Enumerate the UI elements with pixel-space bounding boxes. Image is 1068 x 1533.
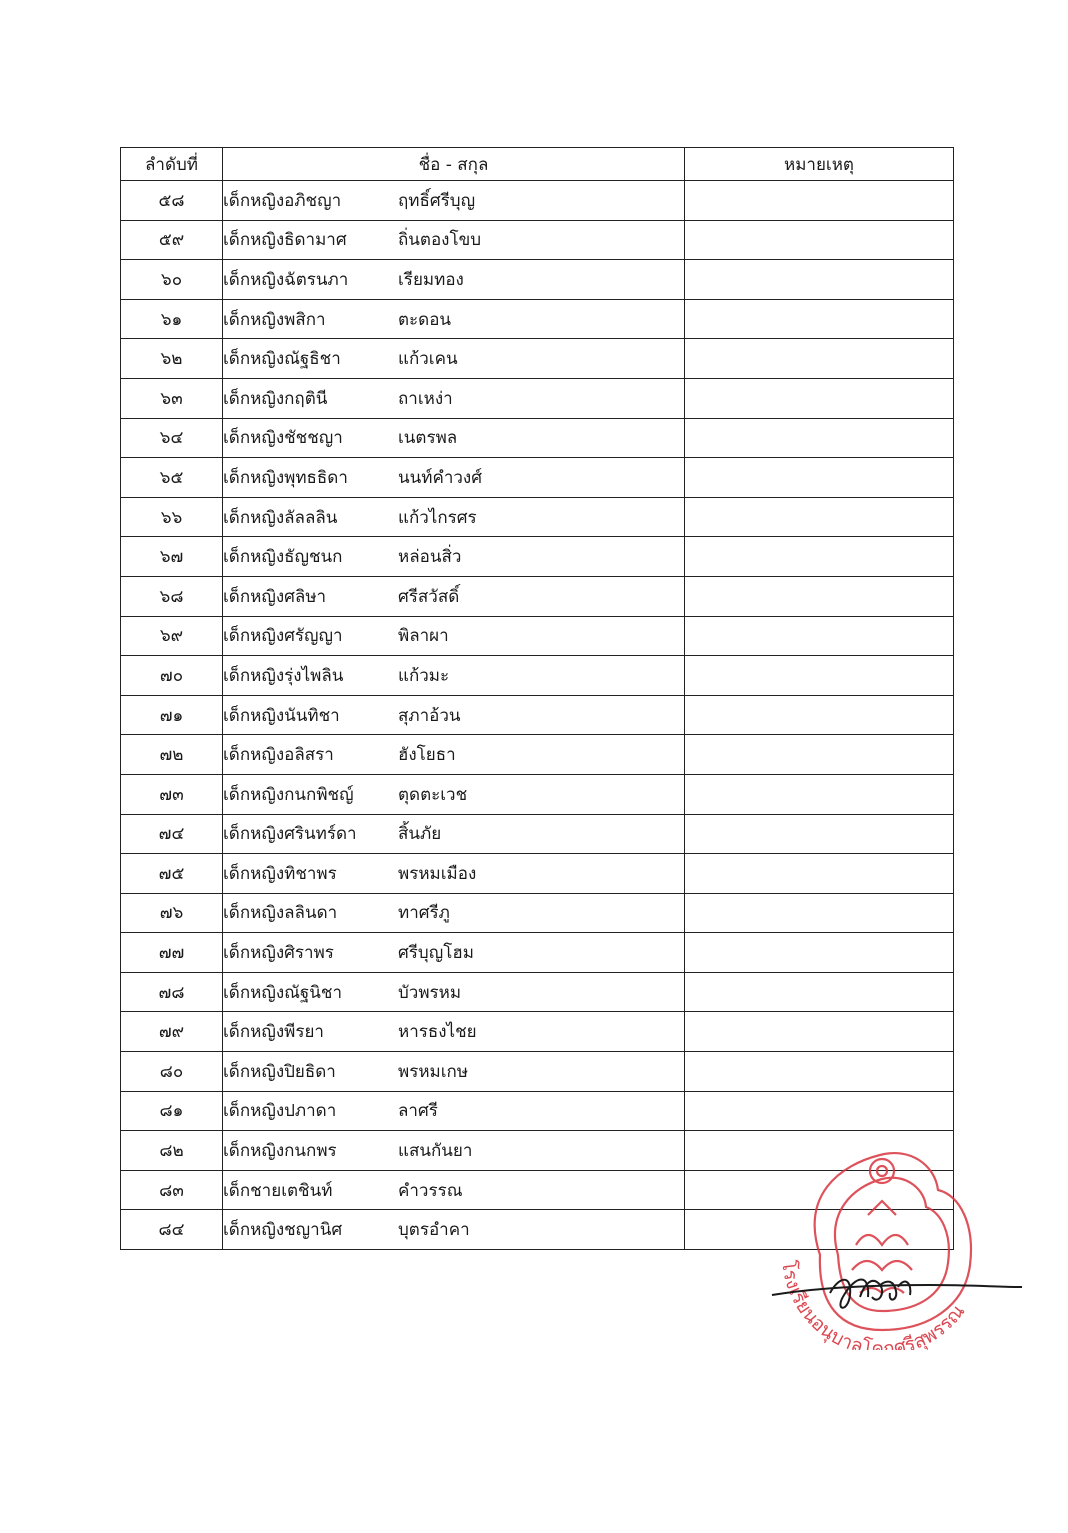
first-name: เด็กหญิงทิชาพร: [223, 863, 337, 884]
row-number: ๖๕: [121, 458, 223, 498]
row-name-cell: [223, 220, 685, 260]
first-name: เด็กหญิงพสิกา: [223, 309, 326, 330]
table-row: [121, 735, 954, 775]
table-row: [121, 695, 954, 735]
row-number: ๗๙: [121, 1012, 223, 1052]
last-name: ถิ่นตองโขบ: [398, 230, 482, 251]
row-number: ๗๒: [121, 735, 223, 775]
row-number: ๕๙: [121, 220, 223, 260]
row-name-cell: [223, 893, 685, 933]
row-remark: [685, 695, 954, 735]
row-name-cell: [223, 695, 685, 735]
row-remark: [685, 972, 954, 1012]
row-remark: [685, 576, 954, 616]
table-row: [121, 656, 954, 696]
row-name-cell: [223, 1210, 685, 1250]
first-name: เด็กหญิงธิดามาศ: [223, 230, 347, 251]
first-name: เด็กหญิงศิราพร: [223, 943, 334, 964]
table-row: [121, 260, 954, 300]
row-name-cell: [223, 774, 685, 814]
row-name-cell: [223, 378, 685, 418]
row-name-cell: [223, 854, 685, 894]
school-seal-signature: [760, 1135, 1030, 1350]
first-name: เด็กหญิงกนกพร: [223, 1141, 337, 1162]
row-name-cell: [223, 576, 685, 616]
first-name: เด็กหญิงนันทิชา: [223, 705, 340, 726]
table-row: [121, 220, 954, 260]
row-name-cell: [223, 458, 685, 498]
last-name: ถาเหง่า: [398, 388, 453, 409]
first-name: เด็กหญิงกนกพิชญ์: [223, 784, 354, 805]
row-number: ๗๗: [121, 933, 223, 973]
row-name-cell: [223, 616, 685, 656]
row-name-cell: [223, 418, 685, 458]
table-row: [121, 181, 954, 221]
row-number: ๖๔: [121, 418, 223, 458]
last-name: เรียมทอง: [398, 269, 464, 290]
table-row: [121, 299, 954, 339]
first-name: เด็กหญิงลลินดา: [223, 903, 338, 924]
last-name: ศรีบุญโฮม: [398, 943, 474, 964]
last-name: หล่อนสิ่ว: [398, 547, 462, 568]
row-remark: [685, 774, 954, 814]
row-number: ๗๓: [121, 774, 223, 814]
header-number: ลำดับที่: [121, 148, 223, 181]
row-number: ๖๒: [121, 339, 223, 379]
row-remark: [685, 378, 954, 418]
row-number: ๖๗: [121, 537, 223, 577]
row-remark: [685, 616, 954, 656]
row-remark: [685, 1091, 954, 1131]
table-row: [121, 893, 954, 933]
last-name: นนท์คำวงศ์: [398, 467, 483, 488]
row-remark: [685, 458, 954, 498]
row-number: ๘๑: [121, 1091, 223, 1131]
last-name: แสนกันยา: [398, 1141, 473, 1162]
table-row: [121, 458, 954, 498]
last-name: ลาศรี: [398, 1101, 438, 1122]
last-name: หารธงไชย: [398, 1022, 477, 1043]
row-name-cell: [223, 1052, 685, 1092]
student-list-table: [120, 147, 954, 1250]
row-number: ๖๙: [121, 616, 223, 656]
table-row: [121, 537, 954, 577]
row-number: ๗๑: [121, 695, 223, 735]
first-name: เด็กหญิงพุทธธิดา: [223, 467, 348, 488]
row-remark: [685, 814, 954, 854]
table-row: [121, 418, 954, 458]
row-remark: [685, 735, 954, 775]
first-name: เด็กหญิงณัฐนิชา: [223, 982, 342, 1003]
row-remark: [685, 181, 954, 221]
first-name: เด็กหญิงธัญชนก: [223, 547, 343, 568]
first-name: เด็กหญิงศลิษา: [223, 586, 327, 607]
row-number: ๗๔: [121, 814, 223, 854]
table-body: [121, 181, 954, 1250]
last-name: แก้วไกรศร: [398, 507, 477, 528]
row-remark: [685, 299, 954, 339]
row-name-cell: [223, 814, 685, 854]
row-number: ๘๒: [121, 1131, 223, 1171]
table-row: [121, 933, 954, 973]
last-name: บุตรอำคา: [398, 1220, 470, 1241]
row-number: ๕๘: [121, 181, 223, 221]
first-name: เด็กหญิงอภิชญา: [223, 190, 342, 211]
row-remark: [685, 893, 954, 933]
last-name: แก้วเคน: [398, 349, 458, 370]
first-name: เด็กหญิงรุ่งไพลิน: [223, 665, 344, 686]
row-number: ๖๐: [121, 260, 223, 300]
first-name: เด็กหญิงปิยธิดา: [223, 1061, 336, 1082]
last-name: พรหมเมือง: [398, 863, 477, 884]
row-remark: [685, 854, 954, 894]
table-row: [121, 1012, 954, 1052]
last-name: ฤทธิ์ศรีบุญ: [398, 190, 476, 211]
last-name: พิลาผา: [398, 626, 449, 647]
last-name: พรหมเกษ: [398, 1061, 469, 1082]
row-name-cell: [223, 1170, 685, 1210]
last-name: ศรีสวัสดิ์: [398, 586, 460, 607]
table-row: [121, 497, 954, 537]
first-name: เด็กหญิงศรินทร์ดา: [223, 824, 357, 845]
row-name-cell: [223, 181, 685, 221]
row-name-cell: [223, 1012, 685, 1052]
first-name: เด็กหญิงพีรยา: [223, 1022, 324, 1043]
last-name: เนตรพล: [398, 428, 458, 449]
row-name-cell: [223, 339, 685, 379]
row-name-cell: [223, 497, 685, 537]
row-remark: [685, 339, 954, 379]
row-number: ๗๐: [121, 656, 223, 696]
row-number: ๖๘: [121, 576, 223, 616]
last-name: ตุดตะเวช: [398, 784, 468, 805]
table-row: [121, 814, 954, 854]
table-row: [121, 576, 954, 616]
last-name: แก้วมะ: [398, 665, 450, 686]
table-row: [121, 972, 954, 1012]
table-row: [121, 378, 954, 418]
row-number: ๘๔: [121, 1210, 223, 1250]
row-number: ๖๑: [121, 299, 223, 339]
table-row: [121, 1052, 954, 1092]
first-name: เด็กหญิงลัลลลิน: [223, 507, 338, 528]
row-remark: [685, 933, 954, 973]
row-remark: [685, 1012, 954, 1052]
first-name: เด็กหญิงชญานิศ: [223, 1220, 343, 1241]
row-number: ๗๖: [121, 893, 223, 933]
row-name-cell: [223, 1091, 685, 1131]
row-number: ๖๓: [121, 378, 223, 418]
row-remark: [685, 418, 954, 458]
last-name: คำวรรณ: [398, 1180, 463, 1201]
table-row: [121, 774, 954, 814]
first-name: เด็กหญิงปภาดา: [223, 1101, 337, 1122]
row-name-cell: [223, 972, 685, 1012]
row-number: ๗๘: [121, 972, 223, 1012]
first-name: เด็กหญิงชัชชญา: [223, 428, 343, 449]
table-header-row: [121, 148, 954, 181]
row-name-cell: [223, 933, 685, 973]
first-name: เด็กหญิงฉัตรนภา: [223, 269, 349, 290]
row-remark: [685, 656, 954, 696]
row-name-cell: [223, 735, 685, 775]
row-name-cell: [223, 1131, 685, 1171]
table-row: [121, 616, 954, 656]
row-name-cell: [223, 299, 685, 339]
table-row: [121, 854, 954, 894]
last-name: สุภาอ้วน: [398, 705, 461, 726]
last-name: ตะดอน: [398, 309, 452, 330]
row-number: ๘๐: [121, 1052, 223, 1092]
first-name: เด็กหญิงกฤตินี: [223, 388, 328, 409]
seal-graphic: [760, 1135, 1030, 1350]
row-remark: [685, 220, 954, 260]
table-row: [121, 339, 954, 379]
last-name: สิ้นภัย: [398, 824, 442, 845]
row-remark: [685, 1052, 954, 1092]
row-remark: [685, 497, 954, 537]
last-name: ทาศรีภู: [398, 903, 450, 924]
row-remark: [685, 260, 954, 300]
row-number: ๘๓: [121, 1170, 223, 1210]
row-name-cell: [223, 260, 685, 300]
table-row: [121, 1091, 954, 1131]
row-number: ๖๖: [121, 497, 223, 537]
last-name: บัวพรหม: [398, 982, 462, 1003]
first-name: เด็กหญิงศรัญญา: [223, 626, 343, 647]
first-name: เด็กหญิงอลิสรา: [223, 745, 334, 766]
first-name: เด็กชายเตชินท์: [223, 1180, 333, 1201]
last-name: ฮังโยธา: [398, 745, 456, 766]
row-remark: [685, 537, 954, 577]
row-name-cell: [223, 656, 685, 696]
first-name: เด็กหญิงณัฐธิชา: [223, 349, 341, 370]
row-number: ๗๕: [121, 854, 223, 894]
row-name-cell: [223, 537, 685, 577]
header-name: ชื่อ - สกุล: [223, 148, 685, 181]
seal-text: โรงเรียนอนุบาลโคกศรีสุพรรณ: [777, 1259, 970, 1350]
header-remarks: หมายเหตุ: [685, 148, 954, 181]
